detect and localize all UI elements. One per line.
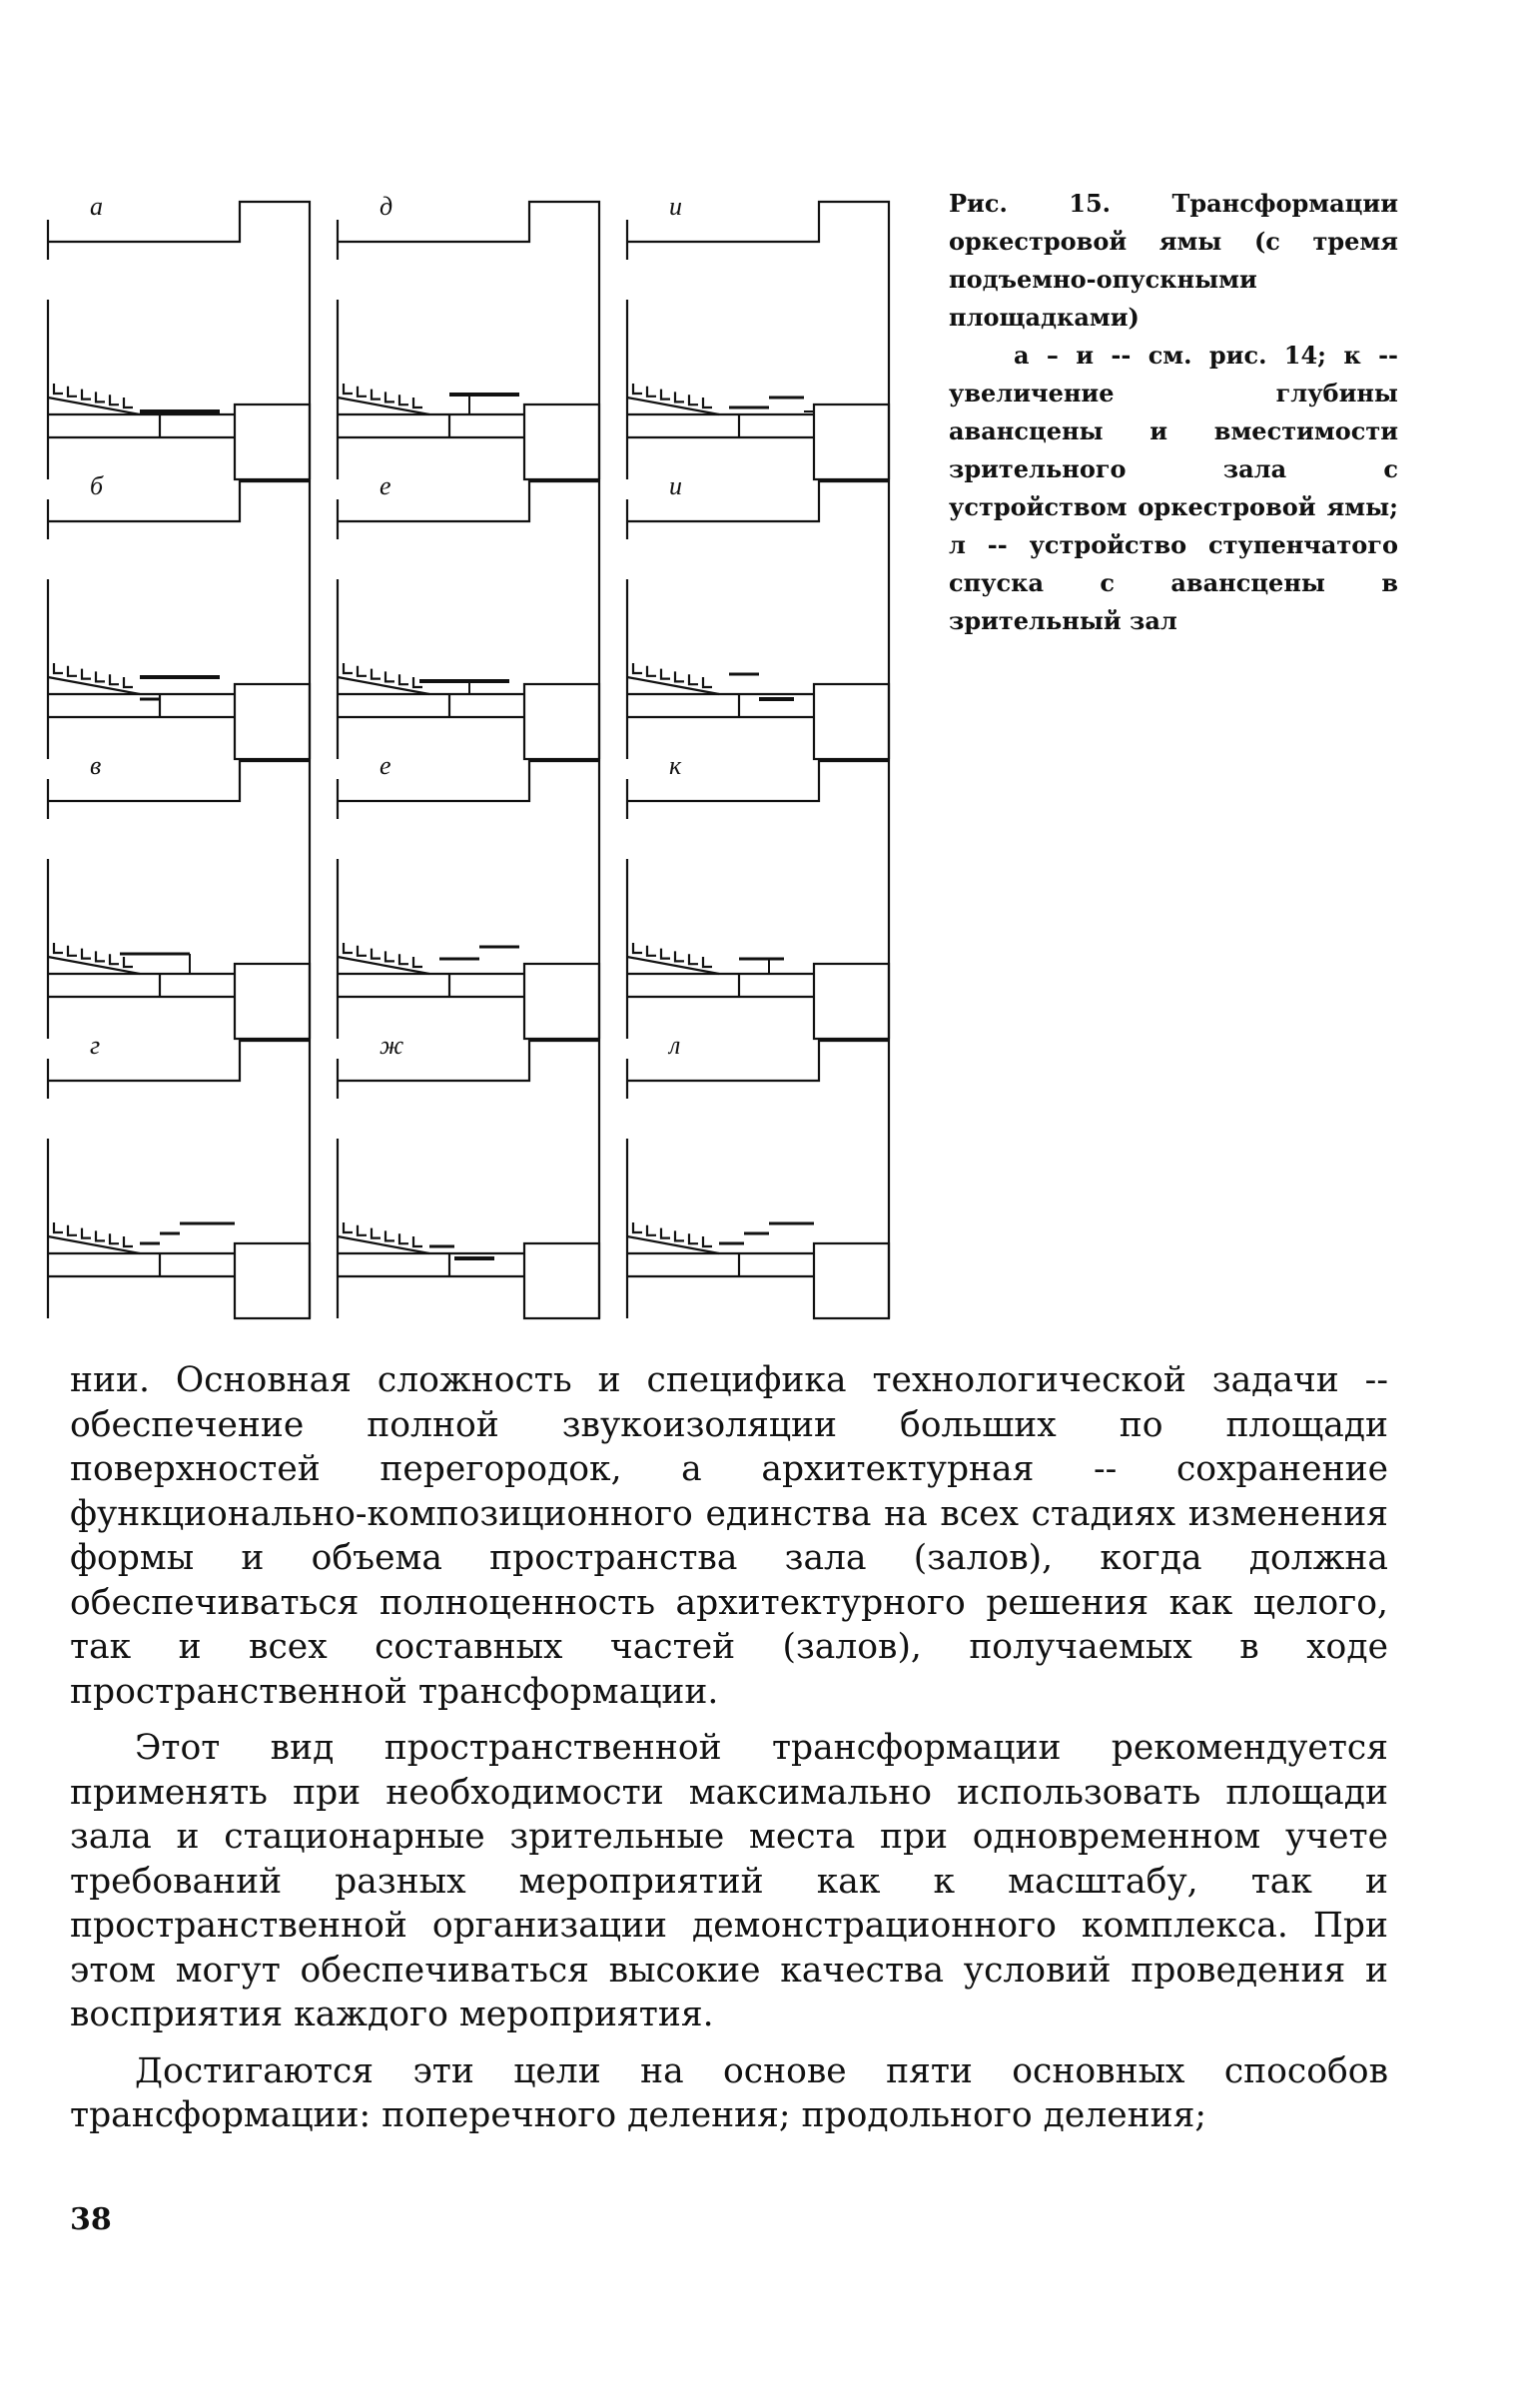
seat-mark [661, 949, 670, 959]
seat-mark [372, 669, 381, 679]
body-text [70, 1358, 1388, 2150]
section-diagram [40, 180, 300, 479]
section-diagram [330, 180, 589, 479]
figure-panel [619, 1019, 879, 1318]
caption-title: Рис. 15. Трансформации оркестровой ямы (с тремя подъемно-опускными площадками) [949, 189, 1398, 332]
seat-mark [633, 384, 642, 394]
panel-letter: л [669, 1031, 681, 1060]
seat-mark [110, 1233, 119, 1243]
seat-mark [703, 1236, 712, 1246]
figure-panel [40, 459, 300, 759]
seat-mark [96, 1230, 105, 1240]
seat-mark [68, 1225, 77, 1235]
seat-mark [96, 951, 105, 961]
section-diagram [40, 459, 300, 759]
floor-line [338, 1139, 524, 1318]
figure-panel [40, 739, 300, 1039]
floor-line [627, 300, 814, 479]
seat-mark [358, 946, 367, 956]
seat-mark [647, 387, 656, 397]
floor-line [627, 859, 814, 1039]
diagram-lines [48, 761, 310, 1039]
stage-block [524, 1243, 599, 1318]
seat-mark [675, 671, 684, 681]
seat-mark [110, 954, 119, 964]
seating-rake [48, 1236, 140, 1253]
figure-panel [619, 739, 879, 1039]
seat-mark [689, 1233, 698, 1243]
seat-mark [372, 390, 381, 400]
seat-mark [399, 674, 408, 684]
seat-mark [703, 398, 712, 407]
seat-mark [633, 943, 642, 953]
panel-letter: а [90, 192, 103, 221]
diagram-lines [627, 481, 889, 759]
seat-mark [661, 669, 670, 679]
floor-line [48, 579, 235, 759]
seat-mark [703, 677, 712, 687]
diagram-lines [338, 202, 599, 479]
seat-mark [344, 943, 353, 953]
seat-mark [54, 384, 63, 394]
seating-rake [338, 677, 429, 694]
seat-mark [675, 951, 684, 961]
seat-mark [124, 957, 133, 967]
stage-block [814, 1243, 889, 1318]
seating-rake [48, 398, 140, 414]
seat-mark [399, 395, 408, 404]
seating-rake [627, 398, 719, 414]
section-diagram [40, 739, 300, 1039]
diagram-lines [338, 761, 599, 1039]
seat-mark [661, 1228, 670, 1238]
diagram-lines [48, 202, 310, 479]
figure-grid [40, 180, 919, 1298]
floor-line [627, 579, 814, 759]
seat-mark [68, 666, 77, 676]
floor-line [627, 1139, 814, 1318]
panel-letter: и [669, 192, 682, 221]
seating-rake [338, 398, 429, 414]
seat-mark [358, 666, 367, 676]
seat-mark [372, 949, 381, 959]
figure-panel [40, 180, 300, 479]
seat-mark [68, 387, 77, 397]
seat-mark [82, 1228, 91, 1238]
section-diagram [619, 459, 879, 759]
caption-body: а – и -- см. рис. 14; к -- увеличение глубины авансцены и вместимости зрительного зала с устройством оркестровой ямы; л -- устройство ступенчатого спуска с авансцены в зрительный зал [949, 341, 1398, 635]
seat-mark [344, 663, 353, 673]
seat-mark [54, 1222, 63, 1232]
floor-line [48, 859, 235, 1039]
figure-panel [619, 459, 879, 759]
seating-rake [338, 1236, 429, 1253]
seat-mark [358, 1225, 367, 1235]
seat-mark [124, 677, 133, 687]
seat-mark [647, 1225, 656, 1235]
panel-letter: ж [380, 1031, 404, 1060]
seat-mark [703, 957, 712, 967]
seating-rake [627, 1236, 719, 1253]
seat-mark [689, 395, 698, 404]
panel-letter: е [380, 751, 391, 780]
panel-letter: д [380, 192, 393, 221]
seat-mark [372, 1228, 381, 1238]
section-diagram [330, 739, 589, 1039]
section-diagram [40, 1019, 300, 1318]
floor-line [48, 1139, 235, 1318]
seat-mark [358, 387, 367, 397]
seat-mark [633, 1222, 642, 1232]
seat-mark [54, 943, 63, 953]
seat-mark [633, 663, 642, 673]
diagram-lines [48, 481, 310, 759]
diagram-lines [627, 761, 889, 1039]
paragraph: нии. Основная сложность и специфика технологической задачи -- обеспечение полной звукоизоляции больших по площади поверхностей перегородок, а архитектурная -- сохранение функционально-композиционного единства на всех стадиях изменения формы и объема пространства зала (залов), когда должна обеспечиваться полноценность архитектурного решения как целого, так и всех составных частей (залов), получаемых в ходе пространственной трансформации. [70, 1360, 1388, 1712]
figure-panel [330, 459, 589, 759]
seat-mark [96, 392, 105, 401]
panel-letter: е [380, 471, 391, 500]
paragraph: Достигаются эти цели на основе пяти основных способов трансформации: поперечного деления; продольного деления; [70, 2050, 1388, 2135]
diagram-lines [627, 1041, 889, 1318]
page-number: 38 [70, 2202, 112, 2237]
panel-letter: б [90, 471, 104, 500]
figure-panel [40, 1019, 300, 1318]
seat-mark [413, 957, 422, 967]
figure-panel [330, 739, 589, 1039]
seat-mark [413, 398, 422, 407]
diagram-lines [627, 202, 889, 479]
seat-mark [68, 946, 77, 956]
seat-mark [110, 674, 119, 684]
floor-line [48, 300, 235, 479]
seat-mark [344, 384, 353, 394]
diagram-lines [338, 481, 599, 759]
seat-mark [82, 390, 91, 400]
seating-rake [627, 957, 719, 974]
panel-letter: в [90, 751, 102, 780]
seat-mark [124, 1236, 133, 1246]
seating-rake [48, 677, 140, 694]
seating-rake [627, 677, 719, 694]
panel-letter: и [669, 471, 682, 500]
section-diagram [619, 1019, 879, 1318]
figure-panel [330, 1019, 589, 1318]
diagram-lines [338, 1041, 599, 1318]
floor-line [338, 300, 524, 479]
seat-mark [647, 946, 656, 956]
figure-panel [619, 180, 879, 479]
floor-line [338, 579, 524, 759]
seat-mark [82, 949, 91, 959]
figure-caption [949, 185, 1398, 640]
seat-mark [689, 674, 698, 684]
panel-letter: г [90, 1031, 101, 1060]
section-diagram [330, 1019, 589, 1318]
panel-letter: к [669, 751, 682, 780]
seat-mark [124, 398, 133, 407]
seat-mark [344, 1222, 353, 1232]
seat-mark [385, 951, 394, 961]
seat-mark [385, 1230, 394, 1240]
section-diagram [619, 739, 879, 1039]
seat-mark [385, 392, 394, 401]
stage-block [235, 1243, 310, 1318]
paragraph: Этот вид пространственной трансформации рекомендуется применять при необходимости максимально использовать площади зала и стационарные зрительные места при одновременном учете требований разных мероприятий как к масштабу, так и пространственной организации демонстрационного комплекса. При этом могут обеспечиваться высокие качества условий проведения и восприятия каждого мероприятия. [70, 1728, 1388, 2034]
floor-line [338, 859, 524, 1039]
seating-rake [48, 957, 140, 974]
seat-mark [647, 666, 656, 676]
section-diagram [619, 180, 879, 479]
section-diagram [330, 459, 589, 759]
seat-mark [399, 1233, 408, 1243]
seat-mark [96, 671, 105, 681]
seat-mark [675, 392, 684, 401]
seat-mark [661, 390, 670, 400]
diagram-lines [48, 1041, 310, 1318]
figure-panel [330, 180, 589, 479]
seat-mark [689, 954, 698, 964]
seat-mark [82, 669, 91, 679]
seat-mark [54, 663, 63, 673]
seat-mark [110, 395, 119, 404]
seating-rake [338, 957, 429, 974]
seat-mark [413, 1236, 422, 1246]
seat-mark [385, 671, 394, 681]
seat-mark [399, 954, 408, 964]
seat-mark [675, 1230, 684, 1240]
